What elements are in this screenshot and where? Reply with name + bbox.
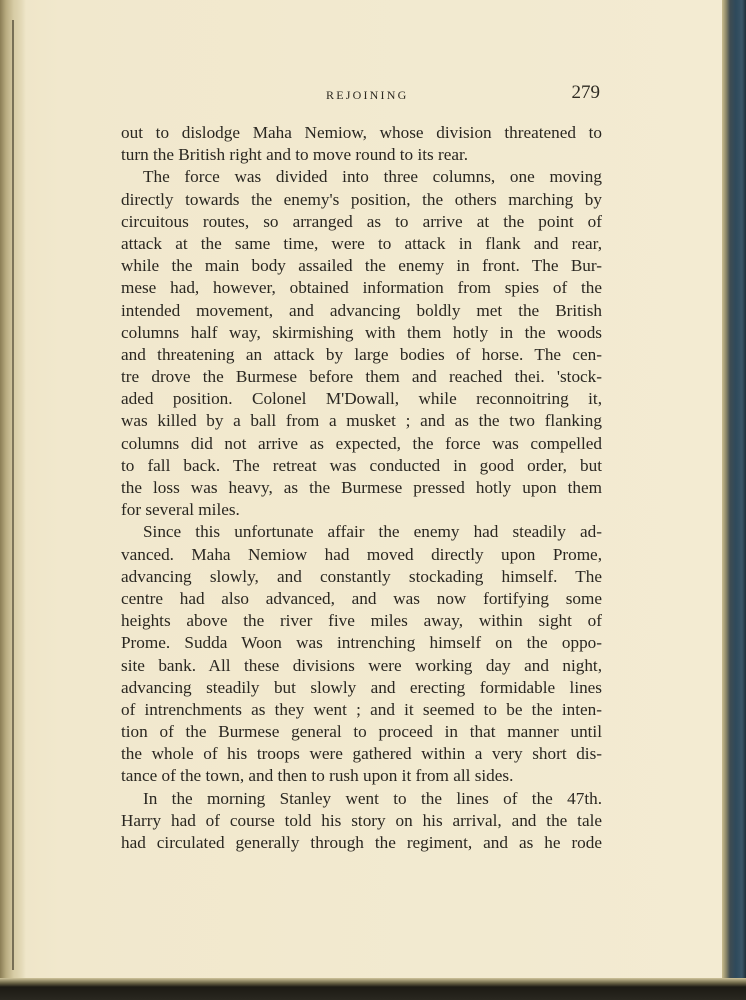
text-line: vanced. Maha Nemiow had moved directly upon Prome, — [121, 544, 602, 564]
text-line: the whole of his troops were gathered within a very short dis- — [121, 744, 602, 764]
text-line: columns half way, skirmishing with them hotly in the woods — [121, 322, 602, 342]
binding-shadow — [12, 20, 14, 970]
text-line: intended movement, and advancing boldly met the British — [121, 300, 602, 320]
text-line: was killed by a ball from a musket ; and as the two flanking — [121, 411, 602, 431]
text-line: out to dislodge Maha Nemiow, whose division threatened to — [121, 123, 602, 142]
text-line: directly towards the enemy's position, the others marching by — [121, 189, 602, 209]
text-line: had circulated generally through the regiment, and as he rode — [121, 833, 602, 852]
text-line: while the main body assailed the enemy in front. The Bur- — [121, 256, 602, 276]
page-gutter — [0, 0, 26, 986]
text-line: advancing slowly, and constantly stockading himself. The — [121, 566, 602, 586]
page-header — [120, 82, 600, 112]
text-line: of intrenchments as they went ; and it seemed to be the inten- — [121, 699, 602, 719]
body-text — [121, 122, 602, 854]
text-line: Harry had of course told his story on his arrival, and the tale — [121, 810, 602, 830]
text-line: aded position. Colonel M'Dowall, while reconnoitring it, — [121, 389, 602, 409]
text-line: turn the British right and to move round to its rear. — [121, 145, 469, 165]
text-line: Prome. Sudda Woon was intrenching himself on the oppo- — [121, 633, 602, 653]
text-line: mese had, however, obtained information from spies of the — [121, 278, 602, 298]
text-line: site bank. All these divisions were working day and night, — [121, 655, 602, 675]
text-line: and threatening an attack by large bodies of horse. The cen- — [121, 344, 602, 364]
text-line: centre had also advanced, and was now fortifying some — [121, 588, 602, 608]
text-line: Since this unfortunate affair the enemy had steadily ad- — [143, 522, 602, 542]
text-line: circuitous routes, so arranged as to arrive at the point of — [121, 211, 602, 231]
text-line: for several miles. — [121, 500, 240, 520]
running-head: REJOINING — [326, 88, 409, 102]
page-number: 279 — [571, 82, 600, 103]
text-line: tance of the town, and then to rush upon it from all sides. — [121, 766, 514, 786]
text-line: the loss was heavy, as the Burmese pressed hotly upon them — [121, 478, 602, 497]
text-line: tre drove the Burmese before them and reached thei. 'stock- — [121, 367, 602, 387]
text-line: advancing steadily but slowly and erecting formidable lines — [121, 677, 602, 697]
text-line: columns did not arrive as expected, the force was compelled — [121, 433, 602, 453]
text-line: In the morning Stanley went to the lines of the 47th. — [143, 788, 602, 808]
text-line: heights above the river five miles away, within sight of — [121, 611, 602, 631]
page-bottom-edge — [0, 978, 746, 1000]
book-cover-edge — [722, 0, 746, 1000]
text-line: to fall back. The retreat was conducted in good order, but — [121, 455, 602, 475]
text-line: attack at the same time, were to attack in flank and rear, — [121, 233, 602, 253]
text-line: tion of the Burmese general to proceed in that manner until — [121, 722, 602, 742]
text-line: The force was divided into three columns, one moving — [143, 167, 602, 187]
